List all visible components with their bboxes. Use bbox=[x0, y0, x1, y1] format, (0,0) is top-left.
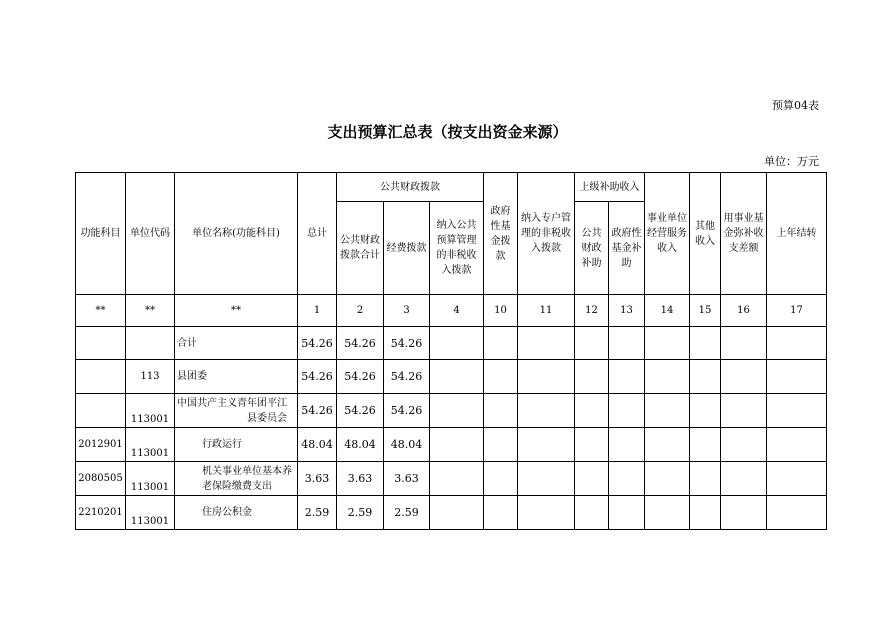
index-cell: 17 bbox=[767, 295, 827, 327]
header-unit-code: 单位代码 bbox=[126, 173, 175, 295]
index-cell: 3 bbox=[384, 295, 430, 327]
unit-name-cell: 住房公积金 bbox=[175, 496, 298, 530]
header-carryover: 上年结转 bbox=[767, 173, 827, 295]
pf-total-cell: 3.63 bbox=[337, 462, 384, 496]
index-cell: 4 bbox=[430, 295, 484, 327]
table-tag: 预算04表 bbox=[772, 99, 819, 112]
index-cell: 2 bbox=[337, 295, 384, 327]
pf-expense-cell: 54.26 bbox=[384, 360, 430, 394]
budget-table bbox=[75, 172, 827, 530]
index-cell: 10 bbox=[484, 295, 518, 327]
index-cell: 15 bbox=[690, 295, 721, 327]
func-code-cell: 2080505 bbox=[76, 462, 126, 496]
unit-code-cell: 113001 bbox=[126, 428, 175, 462]
unit-code-cell: 113001 bbox=[126, 462, 175, 496]
table-row bbox=[76, 360, 827, 394]
total-cell: 48.04 bbox=[298, 428, 337, 462]
header-us-gov-fund: 政府性基金补助 bbox=[609, 202, 645, 295]
unit-code-cell: 113 bbox=[126, 360, 175, 394]
header-special-nontax: 纳入专户管理的非税收入拨款 bbox=[518, 173, 575, 295]
table-row bbox=[76, 394, 827, 428]
index-cell: ** bbox=[175, 295, 298, 327]
unit-code-cell bbox=[126, 327, 175, 360]
header-us-public: 公共财政补助 bbox=[575, 202, 609, 295]
total-cell: 3.63 bbox=[298, 462, 337, 496]
header-pf-nontax: 纳入公共预算管理的非税收入拨款 bbox=[430, 202, 484, 295]
index-cell: 13 bbox=[609, 295, 645, 327]
total-cell: 54.26 bbox=[298, 394, 337, 428]
unit-label: 单位：万元 bbox=[764, 155, 819, 168]
pf-total-cell: 54.26 bbox=[337, 327, 384, 360]
header-func-code: 功能科目 bbox=[76, 173, 126, 295]
unit-code-cell: 113001 bbox=[126, 394, 175, 428]
func-code-cell bbox=[76, 360, 126, 394]
index-cell: 11 bbox=[518, 295, 575, 327]
pf-total-cell: 54.26 bbox=[337, 394, 384, 428]
func-code-cell: 2210201 bbox=[76, 496, 126, 530]
index-cell: 14 bbox=[645, 295, 690, 327]
unit-code-cell: 113001 bbox=[126, 496, 175, 530]
index-row bbox=[76, 295, 827, 327]
page-title: 支出预算汇总表（按支出资金来源） bbox=[327, 123, 568, 141]
pf-expense-cell: 54.26 bbox=[384, 394, 430, 428]
pf-expense-cell: 54.26 bbox=[384, 327, 430, 360]
pf-expense-cell: 3.63 bbox=[384, 462, 430, 496]
unit-name-cell: 中国共产主义青年团平江县委员会 bbox=[175, 394, 298, 428]
header-public-finance: 公共财政拨款 bbox=[337, 173, 484, 202]
func-code-cell bbox=[76, 327, 126, 360]
header-business-income: 事业单位经营服务收入 bbox=[645, 173, 690, 295]
total-cell: 54.26 bbox=[298, 327, 337, 360]
total-cell: 2.59 bbox=[298, 496, 337, 530]
index-cell: ** bbox=[126, 295, 175, 327]
table-row bbox=[76, 327, 827, 360]
header-other-income: 其他收入 bbox=[690, 173, 721, 295]
pf-expense-cell: 2.59 bbox=[384, 496, 430, 530]
index-cell: 12 bbox=[575, 295, 609, 327]
pf-total-cell: 54.26 bbox=[337, 360, 384, 394]
header-upper-subsidy: 上级补助收入 bbox=[575, 173, 645, 202]
index-cell: 16 bbox=[721, 295, 767, 327]
header-unit-name: 单位名称(功能科目) bbox=[175, 173, 298, 295]
func-code-cell: 2012901 bbox=[76, 428, 126, 462]
unit-name-cell: 机关事业单位基本养老保险缴费支出 bbox=[175, 462, 298, 496]
index-cell: ** bbox=[76, 295, 126, 327]
pf-total-cell: 48.04 bbox=[337, 428, 384, 462]
header-business-fund: 用事业基金弥补收支差额 bbox=[721, 173, 767, 295]
table-row bbox=[76, 428, 827, 462]
header-pf-total: 公共财政拨款合计 bbox=[337, 202, 384, 295]
index-cell: 1 bbox=[298, 295, 337, 327]
unit-name-cell: 合计 bbox=[175, 327, 298, 360]
total-cell: 54.26 bbox=[298, 360, 337, 394]
func-code-cell bbox=[76, 394, 126, 428]
header-total: 总计 bbox=[298, 173, 337, 295]
pf-expense-cell: 48.04 bbox=[384, 428, 430, 462]
header-gov-fund: 政府性基金拨款 bbox=[484, 173, 518, 295]
table-row bbox=[76, 462, 827, 496]
pf-total-cell: 2.59 bbox=[337, 496, 384, 530]
unit-name-cell: 行政运行 bbox=[175, 428, 298, 462]
header-pf-expense: 经费拨款 bbox=[384, 202, 430, 295]
table-row bbox=[76, 496, 827, 530]
unit-name-cell: 县团委 bbox=[175, 360, 298, 394]
